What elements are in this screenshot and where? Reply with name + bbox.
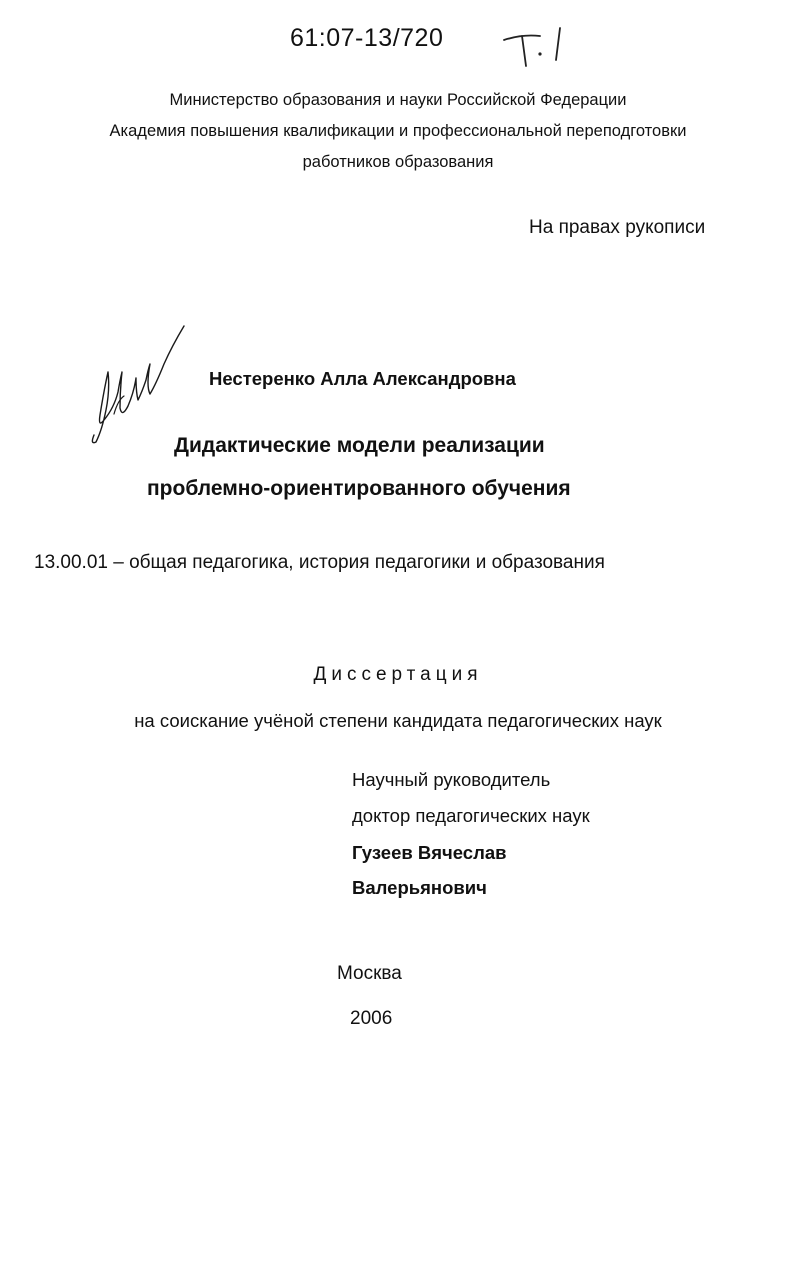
ministry-line: Министерство образования и науки Российской Федерации [169,91,627,109]
advisor-name-line-2: Валерьянович [352,877,487,898]
degree-sought: на соискание учёной степени кандидата педагогических наук [134,710,662,731]
advisor-name-line-1: Гузеев Вячеслав [352,842,507,863]
specialty-code: 13.00.01 – общая педагогика, история педагогики и образования [34,552,605,573]
author-signature [84,320,194,450]
dissertation-title-line-1: Дидактические модели реализации [174,434,545,457]
catalog-number: 61:07-13/720 [290,24,444,52]
author-name: Нестеренко Алла Александровна [209,368,516,389]
city: Москва [337,963,402,984]
manuscript-rights-note: На правах рукописи [529,217,706,238]
year: 2006 [350,1008,393,1029]
document-type: Диссертация [313,664,483,685]
academy-line: Академия повышения квалификации и профессиональной переподготовки [109,122,687,140]
dissertation-title-line-2: проблемно-ориентированного обучения [147,477,571,500]
handwritten-volume-mark [500,22,580,72]
advisor-role: Научный руководитель [352,769,551,790]
academy-line-continued: работников образования [302,153,494,171]
advisor-degree: доктор педагогических наук [352,805,590,826]
